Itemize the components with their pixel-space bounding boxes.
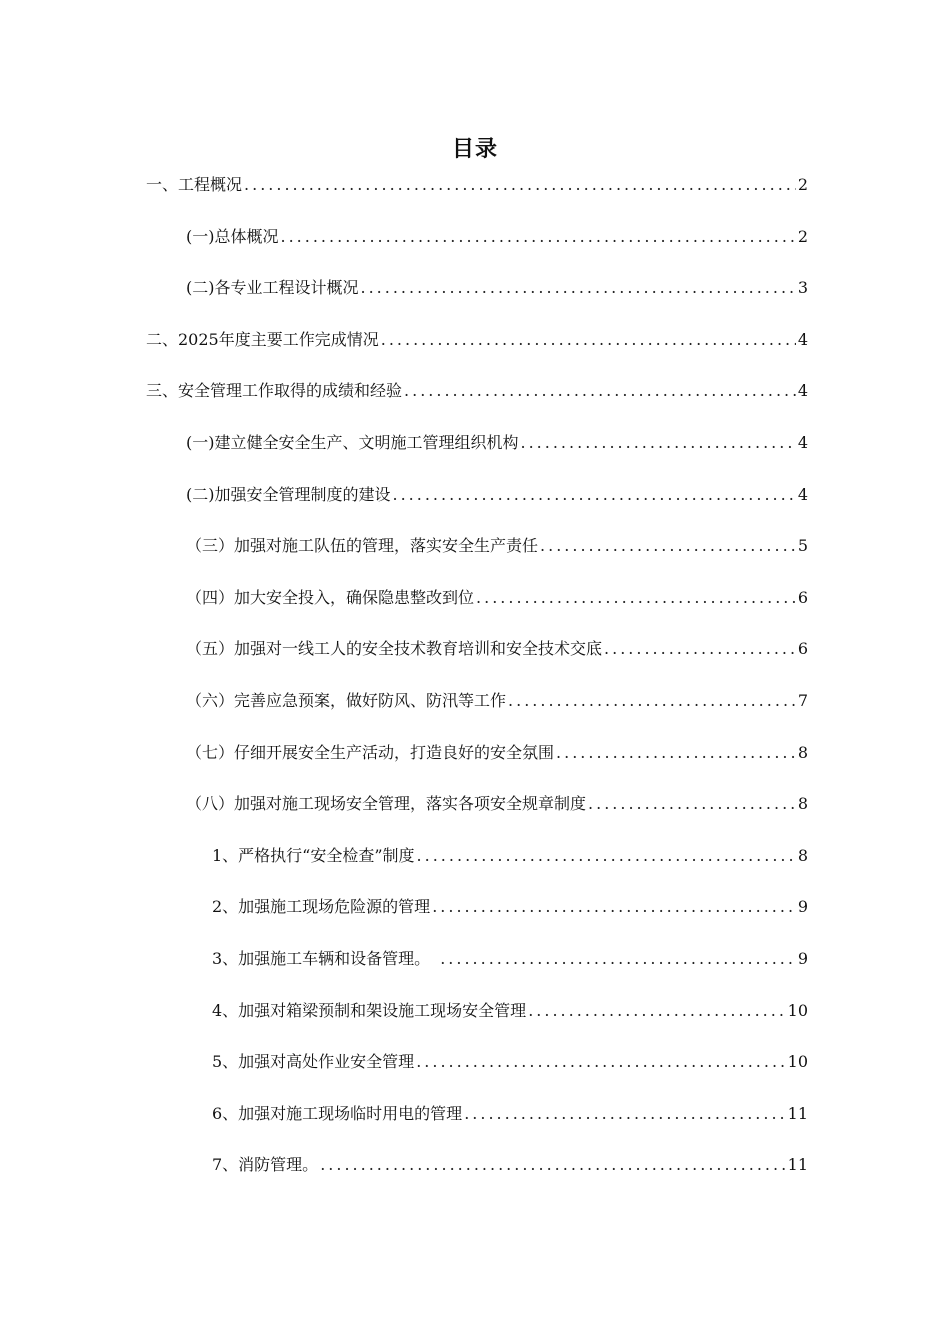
toc-dot-leader: [432, 894, 796, 920]
toc-entry[interactable]: [146, 581, 808, 633]
toc-dot-leader: [604, 636, 796, 662]
toc-dot-leader: [528, 998, 785, 1024]
toc-entry-text: 3、加强施工车辆和设备管理。: [212, 948, 439, 968]
toc-dot-leader: [440, 946, 796, 972]
toc-entry[interactable]: [146, 736, 808, 788]
toc-entry-text: （五）加强对一线工人的安全技术教育培训和安全技术交底: [186, 639, 603, 659]
toc-entry[interactable]: [146, 323, 808, 375]
toc-dot-leader: [521, 430, 796, 456]
toc-entry[interactable]: [146, 839, 808, 891]
toc-page-number: 8: [797, 845, 808, 865]
toc-page-number: 11: [787, 1155, 808, 1175]
toc-entry-text: 2、加强施工现场危险源的管理: [212, 897, 431, 917]
toc-dot-leader: [588, 791, 796, 817]
toc-dot-leader: [281, 224, 796, 250]
toc-page-number: 6: [797, 639, 808, 659]
toc-page-number: 9: [797, 897, 808, 917]
toc-page-number: 9: [797, 948, 808, 968]
toc-entry-text: 一、工程概况: [146, 175, 243, 194]
toc-entry[interactable]: [146, 220, 808, 272]
toc-entry-text: (一)建立健全安全生产、文明施工管理组织机构: [186, 432, 519, 452]
toc-entry[interactable]: [146, 529, 808, 581]
toc-entry[interactable]: [146, 994, 808, 1046]
toc-dot-leader: [404, 378, 796, 404]
toc-entry-text: 1、严格执行“安全检查”制度: [212, 845, 415, 865]
toc-entry-text: 二、2025年度主要工作完成情况: [146, 329, 379, 349]
toc-page-number: 7: [797, 690, 808, 710]
toc-entry-text: （六）完善应急预案，做好防风、防汛等工作: [186, 690, 507, 710]
toc-dot-leader: [320, 1152, 785, 1178]
toc-entry[interactable]: [146, 426, 808, 478]
toc-dot-leader: [417, 843, 796, 869]
toc-entry[interactable]: [146, 632, 808, 684]
toc-entry-text: 4、加强对箱梁预制和架设施工现场安全管理: [212, 1000, 527, 1020]
toc-title: 目录: [451, 136, 498, 162]
toc-entry[interactable]: [146, 890, 808, 942]
toc-page-number: 2: [797, 175, 808, 194]
toc-entry-text: （三）加强对施工队伍的管理，落实安全生产责任: [186, 536, 539, 556]
toc-entry-text: (二)各专业工程设计概况: [186, 278, 359, 298]
toc-page-number: 4: [797, 329, 808, 349]
toc-entry[interactable]: [146, 271, 808, 323]
toc-page-number: 8: [797, 742, 808, 762]
toc-entry-text: 5、加强对高处作业安全管理: [212, 1052, 415, 1072]
toc-dot-leader: [393, 482, 796, 508]
toc-entry-text: （七）仔细开展安全生产活动，打造良好的安全氛围: [186, 742, 555, 762]
toc-dot-leader: [464, 1101, 785, 1127]
toc-entry[interactable]: [146, 1148, 808, 1200]
toc-page-number: 4: [797, 484, 808, 504]
toc-entry[interactable]: [146, 374, 808, 426]
toc-page-number: 8: [797, 794, 808, 814]
toc-entry[interactable]: [146, 1045, 808, 1097]
toc-entry-text: （四）加大安全投入，确保隐患整改到位: [186, 587, 475, 607]
toc-entry-text: 三、安全管理工作取得的成绩和经验: [146, 381, 403, 401]
toc-entry-text: （八）加强对施工现场安全管理，落实各项安全规章制度: [186, 794, 587, 814]
toc-page-number: 10: [787, 1000, 808, 1020]
toc-entry-text: 7、消防管理。: [212, 1155, 319, 1175]
toc-dot-leader: [244, 172, 796, 198]
toc-page-number: 11: [787, 1103, 808, 1123]
toc-page-number: 6: [797, 587, 808, 607]
toc-entry[interactable]: [146, 478, 808, 530]
toc-page-number: 4: [797, 432, 808, 452]
toc-page-number: 2: [797, 226, 808, 246]
toc-entry[interactable]: [146, 787, 808, 839]
toc-entry-text: (一)总体概况: [186, 226, 279, 246]
toc-entry[interactable]: [146, 1097, 808, 1149]
toc-dot-leader: [361, 275, 796, 301]
toc-list: [146, 168, 808, 1200]
toc-dot-leader: [476, 585, 796, 611]
toc-dot-leader: [381, 327, 796, 353]
toc-page-number: 5: [797, 536, 808, 556]
toc-page-number: 10: [787, 1052, 808, 1072]
toc-entry[interactable]: [146, 684, 808, 736]
toc-entry-text: 6、加强对施工现场临时用电的管理: [212, 1103, 463, 1123]
toc-entry[interactable]: [146, 168, 808, 220]
toc-dot-leader: [416, 1049, 785, 1075]
toc-dot-leader: [540, 533, 796, 559]
toc-page-number: 3: [797, 278, 808, 298]
toc-dot-leader: [508, 688, 796, 714]
toc-dot-leader: [556, 740, 796, 766]
toc-entry-text: (二)加强安全管理制度的建设: [186, 484, 391, 504]
toc-entry[interactable]: [146, 942, 808, 994]
toc-page-number: 4: [797, 381, 808, 401]
